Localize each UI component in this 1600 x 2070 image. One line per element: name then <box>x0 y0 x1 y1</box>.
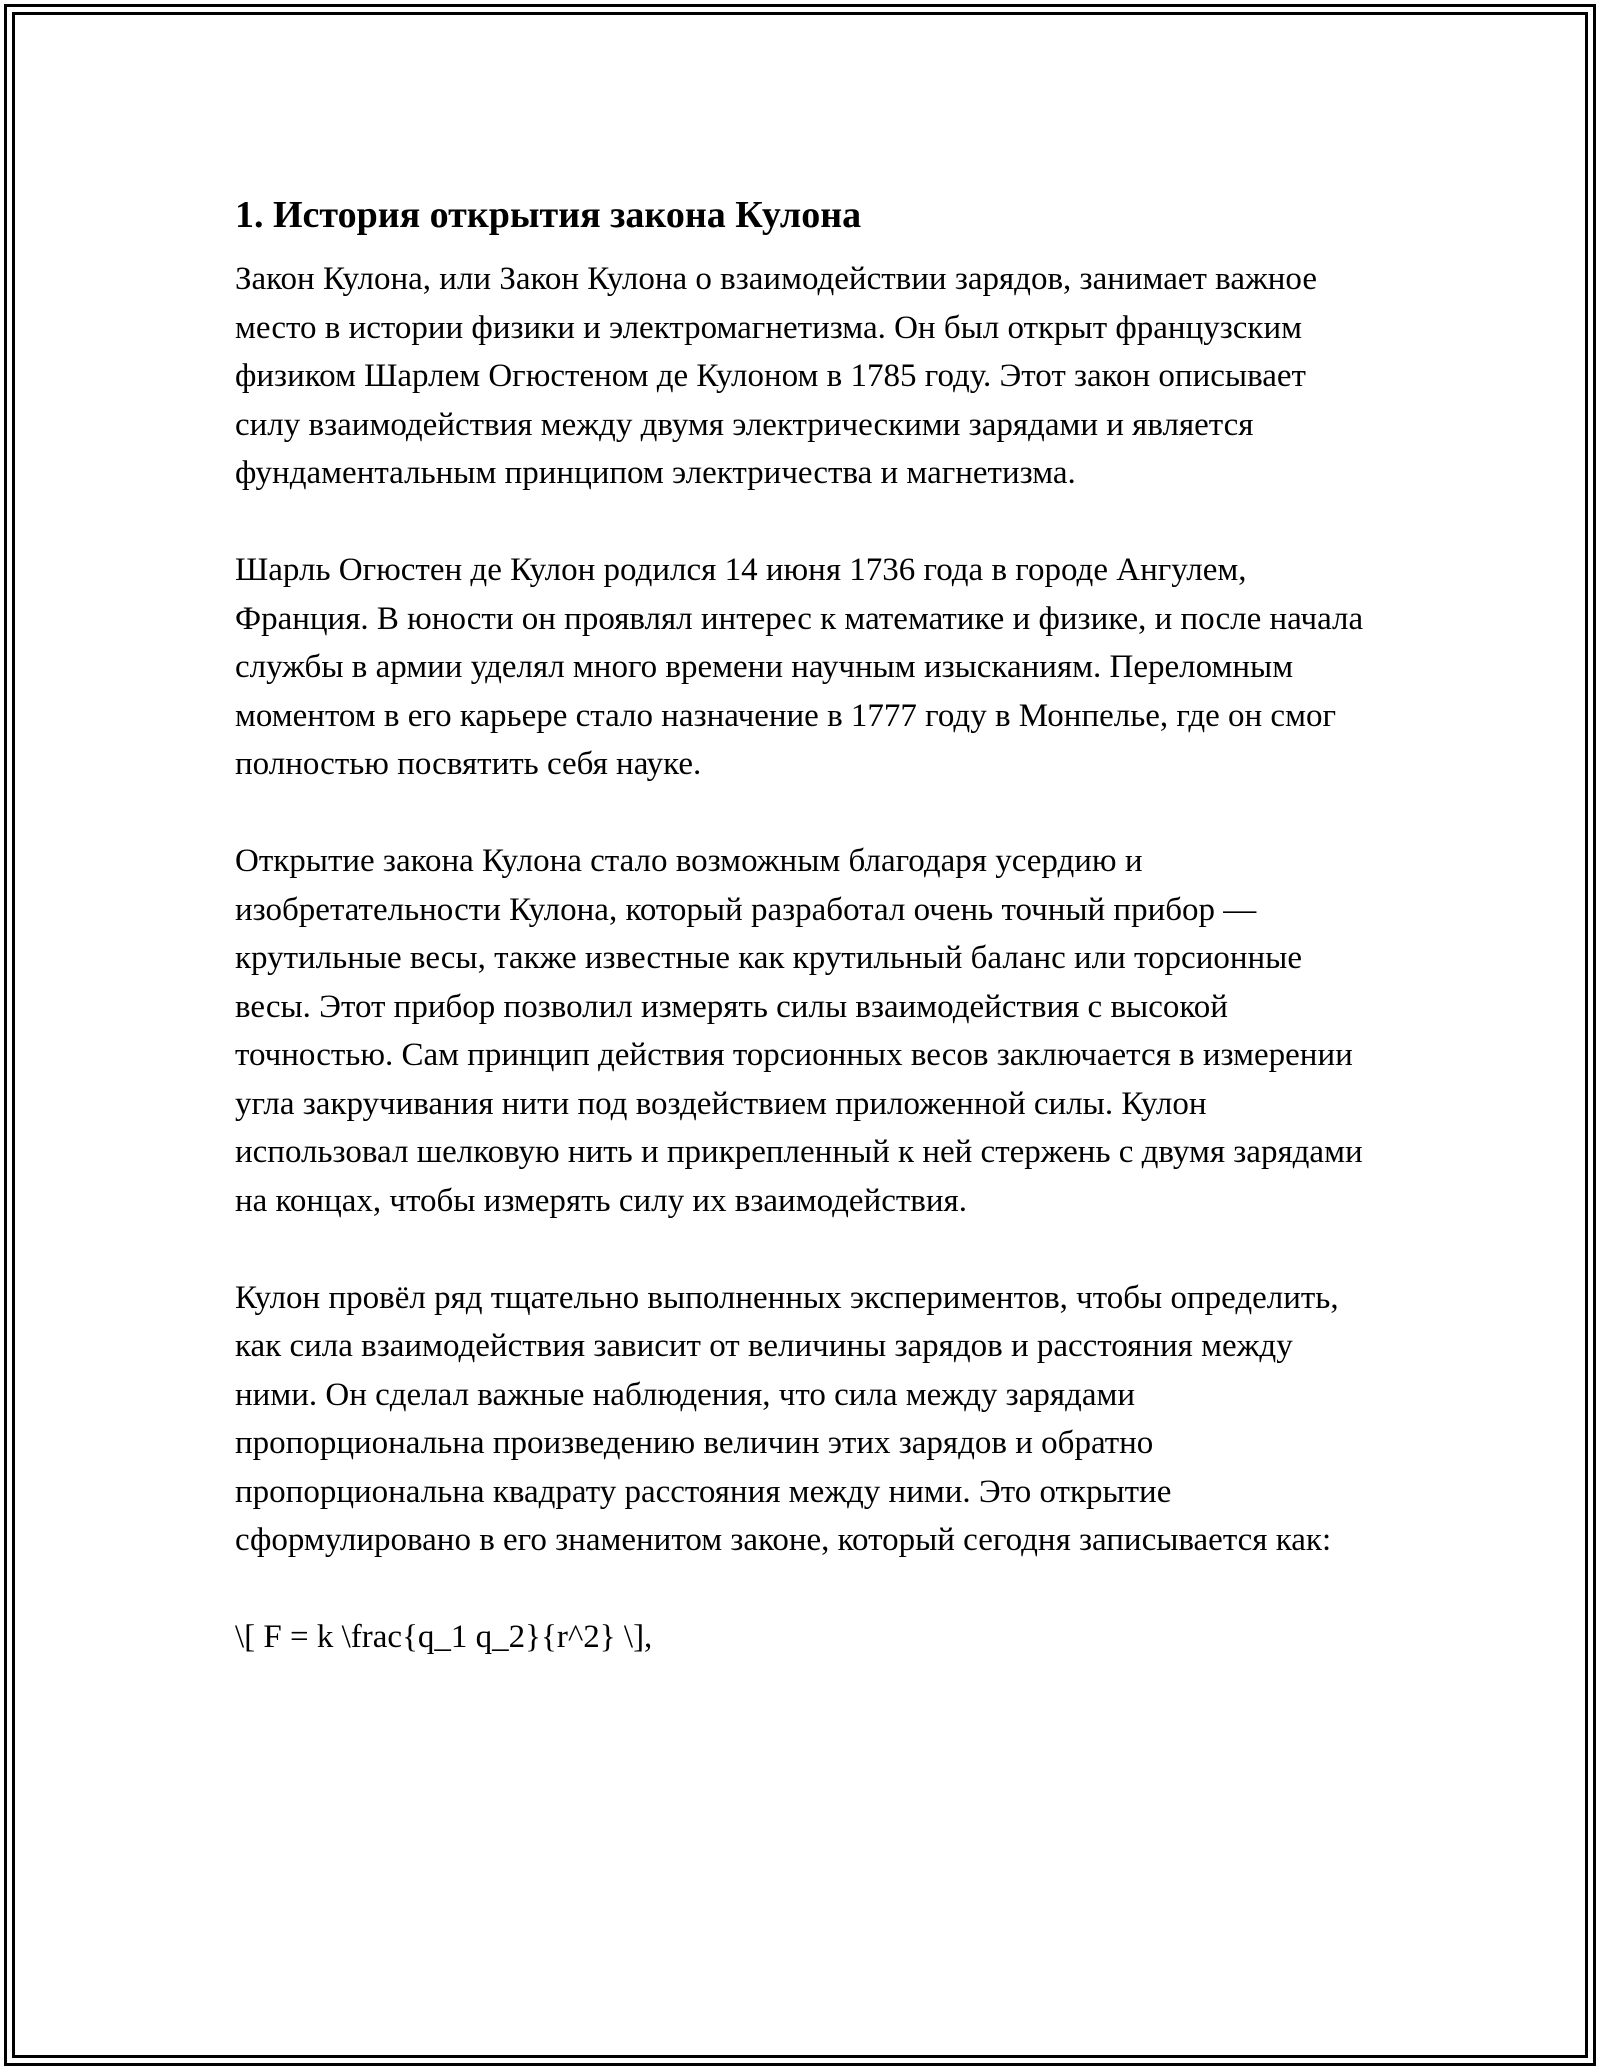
paragraph-torsion-balance: Открытие закона Кулона стало возможным благодаря усердию и изобретательности Кулона, который разработал очень точный прибор — крутильные весы, также известные как крутильный баланс или торсионные весы. Этот прибор позволил измерять силы взаимодействия с высокой точностью. Сам принцип действия торсионных весов заключается в измерении угла закручивания нити под воздействием приложенной силы. Кулон использовал шелковую нить и прикрепленный к ней стержень с двумя зарядами на концах, чтобы измерять силу их взаимодействия. <box>235 843 1363 1219</box>
paragraph-law-intro: Закон Кулона, или Закон Кулона о взаимодействии зарядов, занимает важное место в истории физики и электромагнетизма. Он был открыт французским физиком Шарлем Огюстеном де Кулоном в 1785 году. Этот закон описывает силу взаимодействия между двумя электрическими зарядами и является фундаментальным принципом электричества и магнетизма. <box>235 261 1317 491</box>
paragraph-experiments: Кулон провёл ряд тщательно выполненных экспериментов, чтобы определить, как сила взаимодействия зависит от величины зарядов и расстояния между ними. Он сделал важные наблюдения, что сила между зарядами пропорциональна произведению величин этих зарядов и обратно пропорциональна квадрату расстояния между ними. Это открытие сформулировано в его знаменитом законе, который сегодня записывается как: <box>235 1279 1339 1558</box>
document-body <box>235 185 1370 1662</box>
formula-line: \[ F = k \frac{q_1 q_2}{r^2} \], <box>235 1619 653 1655</box>
section-heading: 1. История открытия закона Кулона <box>235 194 862 236</box>
paragraph-coulomb-biography: Шарль Огюстен де Кулон родился 14 июня 1736 года в городе Ангулем, Франция. В юности он проявлял интерес к математике и физике, и после начала службы в армии уделял много времени научным изысканиям. Переломным моментом в его карьере стало назначение в 1777 году в Монпелье, где он смог полностью посвятить себя науке. <box>235 552 1364 782</box>
